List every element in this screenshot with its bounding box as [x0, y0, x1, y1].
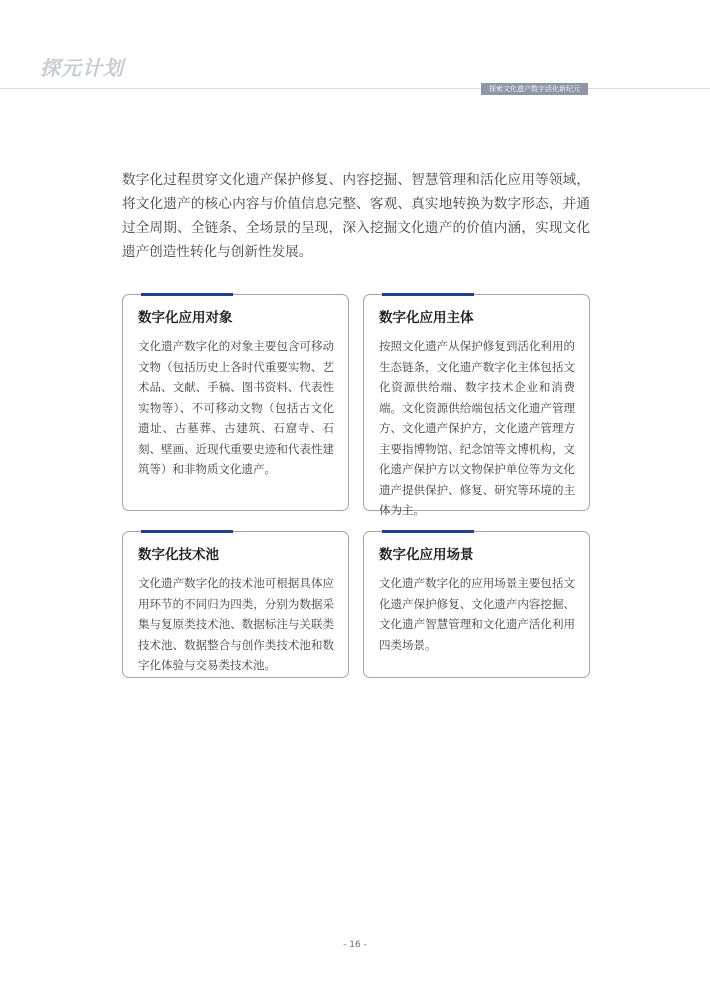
card-body: 文化遗产数字化的对象主要包含可移动文物（包括历史上各时代重要实物、艺术品、文献、手稿、图书资料、代表性实物等）、不可移动文物（包括古文化遗址、古墓葬、古建筑、石窟寺、石刻、壁画、近现代重要史迹和代表性建筑等）和非物质文化遗产。	[138, 339, 334, 476]
card-body: 文化遗产数字化的技术池可根据具体应用环节的不同归为四类，分别为数据采集与复原类技术池、数据标注与关联类技术池、数据整合与创作类技术池和数字化体验与交易类技术池。	[138, 576, 334, 672]
page-number: - 16 -	[343, 940, 367, 950]
card-title: 数字化应用场景	[379, 547, 474, 563]
card-title: 数字化技术池	[138, 547, 219, 563]
card-accent-bar	[382, 293, 474, 296]
intro-paragraph: 数字化过程贯穿文化遗产保护修复、内容挖掘、智慧管理和活化应用等领域，将文化遗产的核心内容与价值信息完整、客观、真实地转换为数字形态，并通过全周期、全链条、全场景的呈现，深入挖掘文化遗产的价值内涵，实现文化遗产创造性转化与创新性发展。	[122, 172, 590, 260]
card-title: 数字化应用对象	[138, 310, 233, 326]
card-application-subject	[363, 294, 590, 517]
card-application-objects	[122, 294, 349, 511]
card-accent-bar	[141, 530, 233, 533]
header-section-tag: 探索文化遗产数字活化新纪元	[481, 83, 588, 95]
card-accent-bar	[382, 530, 474, 533]
header-divider	[0, 88, 710, 89]
card-body: 按照文化遗产从保护修复到活化利用的生态链条，文化遗产数字化主体包括文化资源供给端、数字技术企业和消费端。文化资源供给端包括文化遗产管理方、文化遗产保护方，文化遗产管理方主要指博物馆、纪念馆等文博机构，文化遗产保护方以文物保护单位等为文化遗产提供保护、修复、研究等环境的主体为主。	[379, 339, 575, 517]
card-title: 数字化应用主体	[379, 310, 474, 326]
card-accent-bar	[141, 293, 233, 296]
card-technology-pool	[122, 531, 349, 678]
card-application-scenes	[363, 531, 590, 678]
card-body: 文化遗产数字化的应用场景主要包括文化遗产保护修复、文化遗产内容挖掘、文化遗产智慧管理和文化遗产活化利用四类场景。	[379, 576, 575, 652]
brand-logo: 探元计划	[40, 56, 124, 80]
